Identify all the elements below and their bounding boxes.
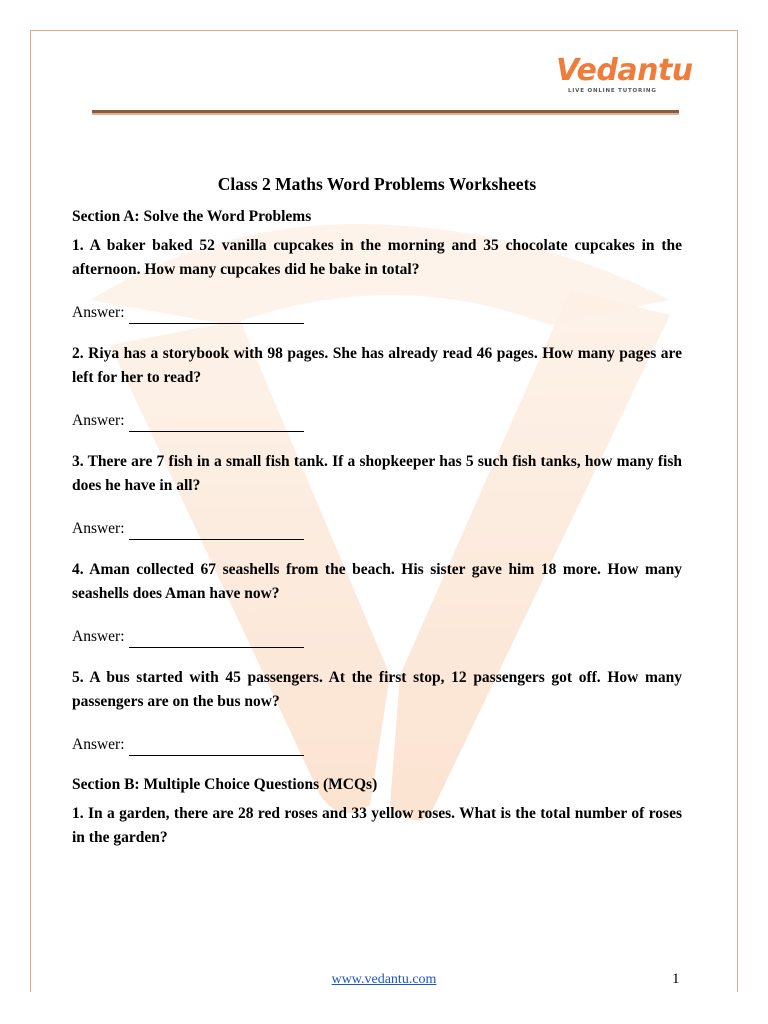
answer-label: Answer: <box>72 628 125 645</box>
worksheet-title: Class 2 Maths Word Problems Worksheets <box>217 174 537 194</box>
question-a5: 5. A bus started with 45 passengers. At the first stop, 12 passengers got off. How many passengers are on the bus now? <box>72 669 682 710</box>
answer-label: Answer: <box>72 520 125 537</box>
answer-row <box>72 302 682 324</box>
answer-blank[interactable] <box>129 737 304 756</box>
answer-blank[interactable] <box>129 305 304 324</box>
answer-row <box>72 518 682 540</box>
page-number: 1 <box>672 971 680 987</box>
worksheet-body <box>72 172 682 850</box>
answer-blank[interactable] <box>129 521 304 540</box>
question-a2: 2. Riya has a storybook with 98 pages. She has already read 46 pages. How many pages are left for her to read? <box>72 345 682 386</box>
answer-row <box>72 626 682 648</box>
question-b1: 1. In a garden, there are 28 red roses and 33 yellow roses. What is the total number of roses in the garden? <box>72 805 682 846</box>
answer-row <box>72 734 682 756</box>
footer-link-text[interactable]: www.vedantu.com <box>331 972 437 987</box>
answer-blank[interactable] <box>129 629 304 648</box>
question-a1: 1. A baker baked 52 vanilla cupcakes in the morning and 35 chocolate cupcakes in the afternoon. How many cupcakes did he bake in total? <box>72 237 682 278</box>
answer-label: Answer: <box>72 304 125 321</box>
answer-row <box>72 410 682 432</box>
logo-wordmark: Vedantu <box>556 53 693 88</box>
answer-label: Answer: <box>72 412 125 429</box>
logo-tagline: LIVE ONLINE TUTORING <box>568 88 657 94</box>
question-a4: 4. Aman collected 67 seashells from the beach. His sister gave him 18 more. How many seashells does Aman have now? <box>72 561 682 602</box>
answer-blank[interactable] <box>129 413 304 432</box>
section-b-heading: Section B: Multiple Choice Questions (MCQs) <box>72 776 378 793</box>
question-a3: 3. There are 7 fish in a small fish tank. If a shopkeeper has 5 such fish tanks, how many fish does he have in all? <box>72 453 682 494</box>
answer-label: Answer: <box>72 736 125 753</box>
footer-website-link[interactable] <box>0 972 768 988</box>
header-divider <box>92 110 679 115</box>
section-a-heading: Section A: Solve the Word Problems <box>72 208 312 225</box>
vedantu-logo <box>556 53 693 99</box>
